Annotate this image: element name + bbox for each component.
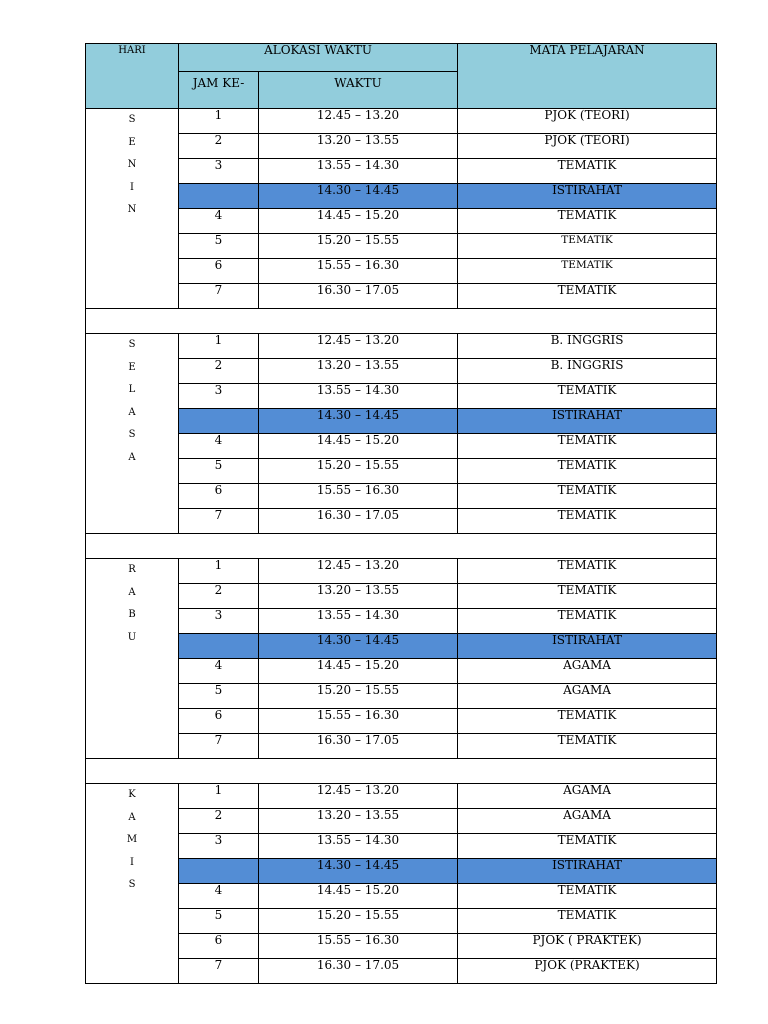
jam-cell (179, 184, 259, 209)
jam-cell: 5 (179, 909, 259, 934)
waktu-cell: 16.30 – 17.05 (259, 959, 458, 984)
day-letter: M (126, 834, 138, 845)
mapel-cell: TEMATIK (458, 459, 717, 484)
schedule-row (86, 484, 717, 509)
waktu-cell: 15.55 – 16.30 (259, 709, 458, 734)
schedule-row (86, 884, 717, 909)
jam-cell: 5 (179, 459, 259, 484)
jam-cell: 1 (179, 109, 259, 134)
mapel-cell: TEMATIK (458, 209, 717, 234)
header-jam-ke: JAM KE- (179, 72, 259, 109)
jam-cell: 5 (179, 684, 259, 709)
waktu-cell: 15.20 – 15.55 (259, 459, 458, 484)
schedule-row (86, 209, 717, 234)
jam-cell (179, 859, 259, 884)
jam-cell: 3 (179, 159, 259, 184)
waktu-cell: 14.30 – 14.45 (259, 634, 458, 659)
day-letter: E (128, 361, 136, 373)
day-letter: E (128, 136, 136, 148)
mapel-cell: TEMATIK (458, 884, 717, 909)
jam-cell: 6 (179, 484, 259, 509)
schedule-row (86, 809, 717, 834)
waktu-cell: 14.30 – 14.45 (259, 409, 458, 434)
mapel-cell: TEMATIK (458, 734, 717, 759)
schedule-row (86, 384, 717, 409)
jam-cell: 1 (179, 784, 259, 809)
waktu-cell: 14.45 – 15.20 (259, 209, 458, 234)
schedule-row (86, 359, 717, 384)
mapel-cell: PJOK (TEORI) (458, 109, 717, 134)
schedule-row (86, 284, 717, 309)
waktu-cell: 12.45 – 13.20 (259, 334, 458, 359)
jam-cell: 6 (179, 259, 259, 284)
day-letter: A (128, 451, 136, 463)
mapel-cell: TEMATIK (458, 434, 717, 459)
waktu-cell: 13.55 – 14.30 (259, 159, 458, 184)
mapel-cell: TEMATIK (458, 909, 717, 934)
mapel-cell: TEMATIK (458, 559, 717, 584)
waktu-cell: 15.55 – 16.30 (259, 934, 458, 959)
jam-cell: 6 (179, 709, 259, 734)
schedule-table (85, 43, 717, 984)
jam-cell: 2 (179, 134, 259, 159)
waktu-cell: 12.45 – 13.20 (259, 784, 458, 809)
schedule-row (86, 709, 717, 734)
waktu-cell: 16.30 – 17.05 (259, 734, 458, 759)
day-letter: N (127, 159, 137, 170)
waktu-cell: 13.55 – 14.30 (259, 609, 458, 634)
schedule-row (86, 559, 717, 584)
mapel-cell: TEMATIK (458, 584, 717, 609)
break-row (86, 409, 717, 434)
waktu-cell: 15.55 – 16.30 (259, 484, 458, 509)
schedule-row (86, 509, 717, 534)
schedule-row (86, 459, 717, 484)
schedule-row (86, 834, 717, 859)
mapel-cell: ISTIRAHAT (458, 409, 717, 434)
waktu-cell: 13.20 – 13.55 (259, 359, 458, 384)
header-row (86, 44, 717, 72)
jam-cell: 4 (179, 884, 259, 909)
schedule-row (86, 734, 717, 759)
day-letter: S (128, 429, 136, 440)
jam-cell: 2 (179, 584, 259, 609)
day-letter: N (127, 204, 137, 215)
schedule-row (86, 234, 717, 259)
jam-cell: 3 (179, 384, 259, 409)
waktu-cell: 14.45 – 15.20 (259, 659, 458, 684)
day-letter: A (128, 811, 136, 823)
schedule-row (86, 259, 717, 284)
break-row (86, 634, 717, 659)
waktu-cell: 15.20 – 15.55 (259, 909, 458, 934)
schedule-row (86, 334, 717, 359)
waktu-cell: 12.45 – 13.20 (259, 559, 458, 584)
waktu-cell: 15.20 – 15.55 (259, 234, 458, 259)
jam-cell: 5 (179, 234, 259, 259)
mapel-cell: TEMATIK (458, 609, 717, 634)
schedule-row (86, 784, 717, 809)
header-hari: HARI (86, 44, 179, 109)
day-separator-row (86, 534, 717, 559)
jam-cell: 6 (179, 934, 259, 959)
mapel-cell: ISTIRAHAT (458, 859, 717, 884)
waktu-cell: 15.55 – 16.30 (259, 259, 458, 284)
jam-cell: 4 (179, 209, 259, 234)
schedule-row (86, 134, 717, 159)
waktu-cell: 14.45 – 15.20 (259, 434, 458, 459)
jam-cell: 4 (179, 434, 259, 459)
day-separator-cell (86, 309, 717, 334)
waktu-cell: 13.20 – 13.55 (259, 809, 458, 834)
mapel-cell: TEMATIK (458, 284, 717, 309)
waktu-cell: 15.20 – 15.55 (259, 684, 458, 709)
jam-cell: 3 (179, 609, 259, 634)
day-letter: L (128, 384, 136, 395)
schedule-row (86, 159, 717, 184)
waktu-cell: 13.20 – 13.55 (259, 584, 458, 609)
day-separator-row (86, 309, 717, 334)
waktu-cell: 14.45 – 15.20 (259, 884, 458, 909)
schedule-row (86, 934, 717, 959)
mapel-cell: AGAMA (458, 659, 717, 684)
waktu-cell: 16.30 – 17.05 (259, 509, 458, 534)
break-row (86, 184, 717, 209)
day-letter: S (128, 879, 136, 890)
mapel-cell: PJOK (PRAKTEK) (458, 959, 717, 984)
mapel-cell: PJOK ( PRAKTEK) (458, 934, 717, 959)
schedule-row (86, 659, 717, 684)
day-label (86, 109, 179, 309)
waktu-cell: 12.45 – 13.20 (259, 109, 458, 134)
mapel-cell: TEMATIK (458, 709, 717, 734)
day-letter: B (128, 609, 136, 620)
mapel-cell: AGAMA (458, 684, 717, 709)
day-letter: A (128, 406, 136, 418)
mapel-cell: ISTIRAHAT (458, 184, 717, 209)
mapel-cell: TEMATIK (458, 834, 717, 859)
mapel-cell: TEMATIK (458, 159, 717, 184)
jam-cell: 4 (179, 659, 259, 684)
day-label (86, 559, 179, 759)
jam-cell: 2 (179, 359, 259, 384)
mapel-cell: B. INGGRIS (458, 359, 717, 384)
mapel-cell: TEMATIK (458, 509, 717, 534)
day-separator-row (86, 759, 717, 784)
header-mata-pelajaran: MATA PELAJARAN (458, 44, 717, 109)
day-letter: I (130, 181, 134, 193)
schedule-row (86, 909, 717, 934)
schedule-row (86, 684, 717, 709)
jam-cell (179, 634, 259, 659)
waktu-cell: 13.55 – 14.30 (259, 384, 458, 409)
mapel-cell: TEMATIK (458, 259, 717, 284)
jam-cell: 2 (179, 809, 259, 834)
jam-cell: 7 (179, 959, 259, 984)
mapel-cell: TEMATIK (458, 234, 717, 259)
day-letter: R (128, 564, 136, 575)
jam-cell: 7 (179, 734, 259, 759)
mapel-cell: ISTIRAHAT (458, 634, 717, 659)
day-label (86, 784, 179, 984)
waktu-cell: 14.30 – 14.45 (259, 859, 458, 884)
mapel-cell: AGAMA (458, 809, 717, 834)
schedule-row (86, 609, 717, 634)
day-letter: S (128, 339, 136, 350)
waktu-cell: 13.20 – 13.55 (259, 134, 458, 159)
jam-cell: 1 (179, 559, 259, 584)
schedule-row (86, 109, 717, 134)
jam-cell: 3 (179, 834, 259, 859)
header-alokasi-waktu: ALOKASI WAKTU (179, 44, 458, 72)
schedule-row (86, 584, 717, 609)
jam-cell: 7 (179, 509, 259, 534)
jam-cell: 1 (179, 334, 259, 359)
mapel-cell: AGAMA (458, 784, 717, 809)
day-letter: U (127, 631, 137, 643)
mapel-cell: B. INGGRIS (458, 334, 717, 359)
day-label (86, 334, 179, 534)
break-row (86, 859, 717, 884)
mapel-cell: TEMATIK (458, 484, 717, 509)
day-separator-cell (86, 534, 717, 559)
waktu-cell: 14.30 – 14.45 (259, 184, 458, 209)
day-separator-cell (86, 759, 717, 784)
day-letter: K (128, 789, 136, 800)
mapel-cell: TEMATIK (458, 384, 717, 409)
mapel-cell: PJOK (TEORI) (458, 134, 717, 159)
schedule-row (86, 434, 717, 459)
waktu-cell: 13.55 – 14.30 (259, 834, 458, 859)
waktu-cell: 16.30 – 17.05 (259, 284, 458, 309)
jam-cell: 7 (179, 284, 259, 309)
jam-cell (179, 409, 259, 434)
header-waktu: WAKTU (259, 72, 458, 109)
day-letter: S (128, 114, 136, 125)
day-letter: I (130, 856, 134, 868)
day-letter: A (128, 586, 136, 598)
schedule-row (86, 959, 717, 984)
